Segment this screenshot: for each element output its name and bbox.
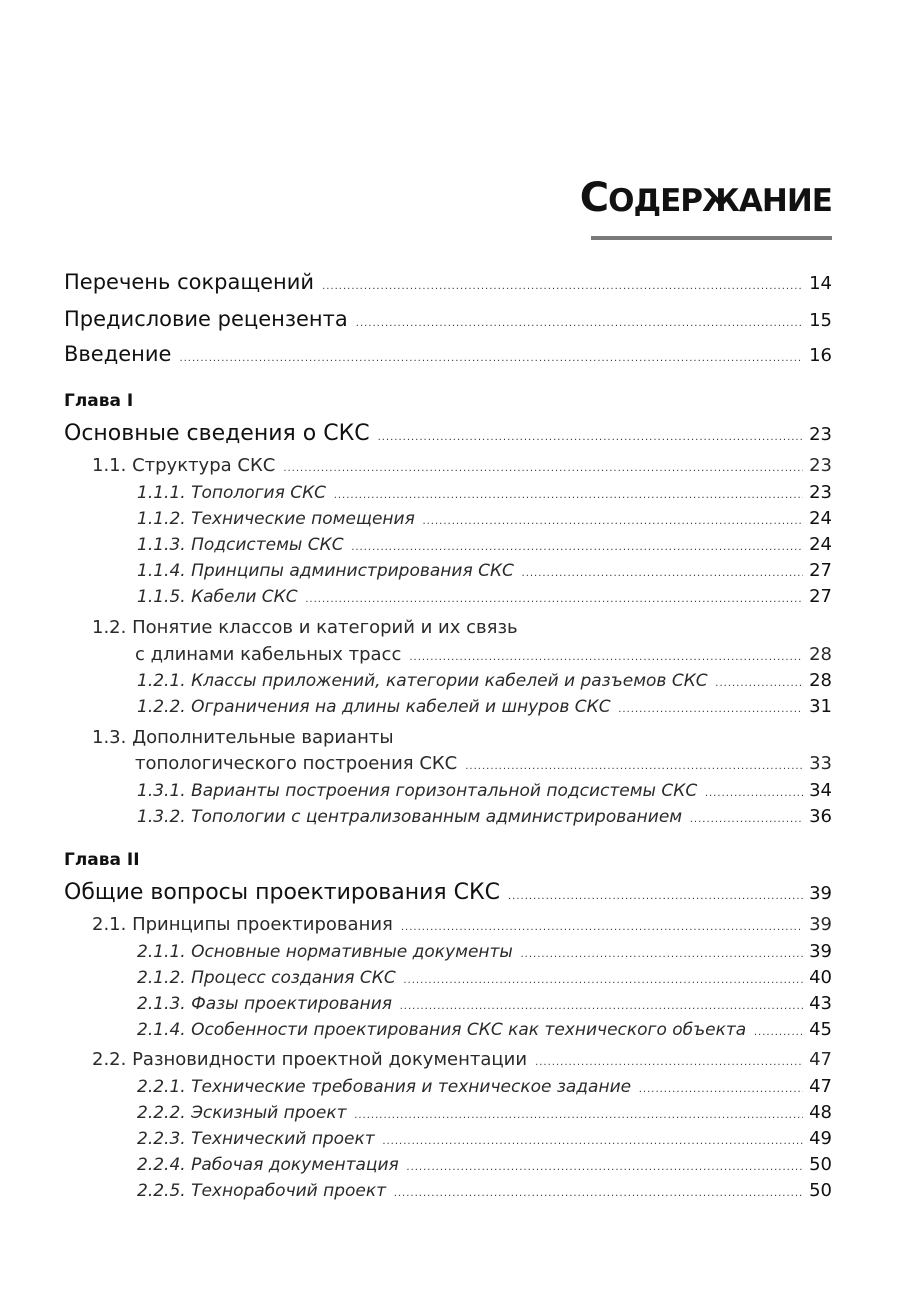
dot-leader bbox=[619, 704, 803, 715]
toc-section-1-2-line1[interactable]: 1.2. Понятие классов и категорий и их связь bbox=[92, 617, 518, 638]
toc-entry-label: 1.3.2. Топологии с централизованным администрированием bbox=[137, 807, 683, 827]
toc-entry-page: 47 bbox=[809, 1076, 832, 1097]
dot-leader bbox=[352, 542, 804, 553]
toc-subsection-1-3-2[interactable] bbox=[137, 806, 832, 827]
chapter-1-label: Глава I bbox=[64, 391, 134, 411]
dot-leader bbox=[407, 1162, 803, 1173]
toc-entry-page: 33 bbox=[809, 753, 832, 774]
dot-leader bbox=[508, 891, 803, 902]
toc-subsection-2-2-5[interactable] bbox=[137, 1180, 832, 1201]
toc-entry-page: 48 bbox=[809, 1102, 832, 1123]
toc-subsection-1-1-4[interactable] bbox=[137, 560, 832, 581]
dot-leader bbox=[355, 1110, 804, 1121]
toc-entry-page: 49 bbox=[809, 1128, 832, 1149]
toc-subsection-1-1-1[interactable] bbox=[137, 482, 832, 503]
toc-entry-label: 1.2.1. Классы приложений, категории кабелей и разъемов СКС bbox=[137, 671, 708, 691]
dot-leader bbox=[716, 678, 803, 689]
page-title-first-letter: С bbox=[579, 175, 609, 221]
chapter-2-label: Глава II bbox=[64, 850, 140, 870]
toc-subsection-1-1-5[interactable] bbox=[137, 586, 832, 607]
dot-leader bbox=[179, 353, 803, 364]
toc-section-1-3[interactable] bbox=[135, 753, 832, 774]
toc-subsection-1-1-2[interactable] bbox=[137, 508, 832, 529]
toc-entry-page: 27 bbox=[809, 586, 832, 607]
toc-entry-label: 2.1.3. Фазы проектирования bbox=[137, 994, 392, 1014]
toc-entry-page: 28 bbox=[809, 670, 832, 691]
toc-entry-abbreviations[interactable] bbox=[64, 270, 832, 294]
toc-entry-label: 1.1.3. Подсистемы СКС bbox=[137, 535, 344, 555]
toc-entry-page: 23 bbox=[809, 455, 832, 476]
toc-entry-page: 43 bbox=[809, 993, 832, 1014]
page-title bbox=[579, 175, 832, 221]
toc-chapter-2[interactable] bbox=[64, 880, 832, 905]
toc-entry-page: 23 bbox=[809, 482, 832, 503]
toc-entry-label: 1.2.2. Ограничения на длины кабелей и шнуров СКС bbox=[137, 697, 611, 717]
toc-subsection-2-2-2[interactable] bbox=[137, 1102, 832, 1123]
dot-leader bbox=[423, 516, 803, 527]
toc-entry-page: 15 bbox=[809, 310, 832, 331]
toc-entry-label: 2.1.4. Особенности проектирования СКС как технического объекта bbox=[137, 1020, 747, 1040]
toc-entry-page: 39 bbox=[809, 914, 832, 935]
dot-leader bbox=[334, 490, 803, 501]
toc-entry-label: Основные сведения о СКС bbox=[64, 421, 370, 446]
dot-leader bbox=[400, 1001, 803, 1012]
dot-leader bbox=[283, 463, 803, 474]
toc-entry-label: 2.2. Разновидности проектной документации bbox=[92, 1049, 528, 1070]
dot-leader bbox=[409, 652, 803, 663]
toc-entry-label: Общие вопросы проектирования СКС bbox=[64, 880, 500, 905]
toc-subsection-2-2-3[interactable] bbox=[137, 1128, 832, 1149]
toc-subsection-1-2-2[interactable] bbox=[137, 696, 832, 717]
toc-entry-label: 2.2.5. Технорабочий проект bbox=[137, 1181, 387, 1201]
dot-leader bbox=[535, 1057, 803, 1068]
toc-entry-page: 40 bbox=[809, 967, 832, 988]
toc-entry-page: 45 bbox=[809, 1019, 832, 1040]
toc-subsection-2-1-4[interactable] bbox=[137, 1019, 832, 1040]
toc-entry-label: 1.3.1. Варианты построения горизонтальной подсистемы СКС bbox=[137, 781, 698, 801]
toc-subsection-1-1-3[interactable] bbox=[137, 534, 832, 555]
toc-subsection-1-2-1[interactable] bbox=[137, 670, 832, 691]
toc-entry-label: 1.1.1. Топология СКС bbox=[137, 483, 327, 503]
toc-entry-label: 2.2.2. Эскизный проект bbox=[137, 1103, 347, 1123]
page-title-rest: ОДЕРЖАНИЕ bbox=[608, 183, 832, 219]
toc-entry-label: 2.2.3. Технический проект bbox=[137, 1129, 375, 1149]
toc-entry-label: Введение bbox=[64, 342, 172, 366]
toc-entry-label: 2.2.4. Рабочая документация bbox=[137, 1155, 399, 1175]
dot-leader bbox=[356, 318, 803, 329]
dot-leader bbox=[322, 281, 803, 292]
toc-entry-page: 14 bbox=[809, 273, 832, 294]
toc-entry-label: 2.1.1. Основные нормативные документы bbox=[137, 942, 513, 962]
toc-entry-label: с длинами кабельных трасс bbox=[135, 644, 402, 665]
dot-leader bbox=[306, 594, 803, 605]
toc-entry-label: 2.1.2. Процесс создания СКС bbox=[137, 968, 396, 988]
dot-leader bbox=[465, 761, 803, 772]
dot-leader bbox=[754, 1027, 803, 1038]
title-underline bbox=[591, 236, 832, 240]
toc-entry-page: 24 bbox=[809, 508, 832, 529]
toc-subsection-2-1-3[interactable] bbox=[137, 993, 832, 1014]
toc-entry-label: 1.1.2. Технические помещения bbox=[137, 509, 415, 529]
toc-subsection-2-2-4[interactable] bbox=[137, 1154, 832, 1175]
toc-subsection-2-2-1[interactable] bbox=[137, 1076, 832, 1097]
toc-entry-page: 31 bbox=[809, 696, 832, 717]
toc-section-2-2[interactable] bbox=[92, 1049, 832, 1070]
dot-leader bbox=[639, 1084, 803, 1095]
toc-entry-label: Перечень сокращений bbox=[64, 270, 315, 294]
dot-leader bbox=[705, 788, 803, 799]
toc-entry-page: 50 bbox=[809, 1154, 832, 1175]
toc-entry-page: 16 bbox=[809, 345, 832, 366]
toc-entry-page: 27 bbox=[809, 560, 832, 581]
toc-entry-label: 2.2.1. Технические требования и техническое задание bbox=[137, 1077, 632, 1097]
toc-entry-label: 1.1. Структура СКС bbox=[92, 455, 276, 476]
toc-subsection-2-1-2[interactable] bbox=[137, 967, 832, 988]
toc-entry-page: 39 bbox=[809, 883, 832, 904]
toc-entry-label: 2.1. Принципы проектирования bbox=[92, 914, 393, 935]
dot-leader bbox=[383, 1136, 803, 1147]
toc-section-1-3-line1[interactable]: 1.3. Дополнительные варианты bbox=[92, 727, 394, 748]
toc-entry-introduction[interactable] bbox=[64, 342, 832, 366]
toc-entry-page: 34 bbox=[809, 780, 832, 801]
toc-entry-page: 47 bbox=[809, 1049, 832, 1070]
dot-leader bbox=[378, 432, 804, 443]
toc-subsection-2-1-1[interactable] bbox=[137, 941, 832, 962]
dot-leader bbox=[404, 975, 803, 986]
toc-entry-label: 1.1.5. Кабели СКС bbox=[137, 587, 298, 607]
toc-subsection-1-3-1[interactable] bbox=[137, 780, 832, 801]
toc-entry-page: 24 bbox=[809, 534, 832, 555]
toc-section-2-1[interactable] bbox=[92, 914, 832, 935]
dot-leader bbox=[521, 949, 803, 960]
toc-entry-label: топологического построения СКС bbox=[135, 753, 458, 774]
toc-section-1-2[interactable] bbox=[135, 644, 832, 665]
dot-leader bbox=[690, 814, 803, 825]
toc-entry-page: 28 bbox=[809, 644, 832, 665]
toc-entry-page: 39 bbox=[809, 941, 832, 962]
toc-entry-label: 1.1.4. Принципы администрирования СКС bbox=[137, 561, 514, 581]
dot-leader bbox=[522, 568, 803, 579]
toc-chapter-1[interactable] bbox=[64, 421, 832, 446]
toc-entry-label: Предисловие рецензента bbox=[64, 307, 348, 331]
toc-section-1-1[interactable] bbox=[92, 455, 832, 476]
toc-entry-page: 23 bbox=[809, 424, 832, 445]
dot-leader bbox=[401, 922, 803, 933]
toc-entry-reviewer-preface[interactable] bbox=[64, 307, 832, 331]
toc-entry-page: 36 bbox=[809, 806, 832, 827]
toc-entry-page: 50 bbox=[809, 1180, 832, 1201]
dot-leader bbox=[394, 1188, 803, 1199]
